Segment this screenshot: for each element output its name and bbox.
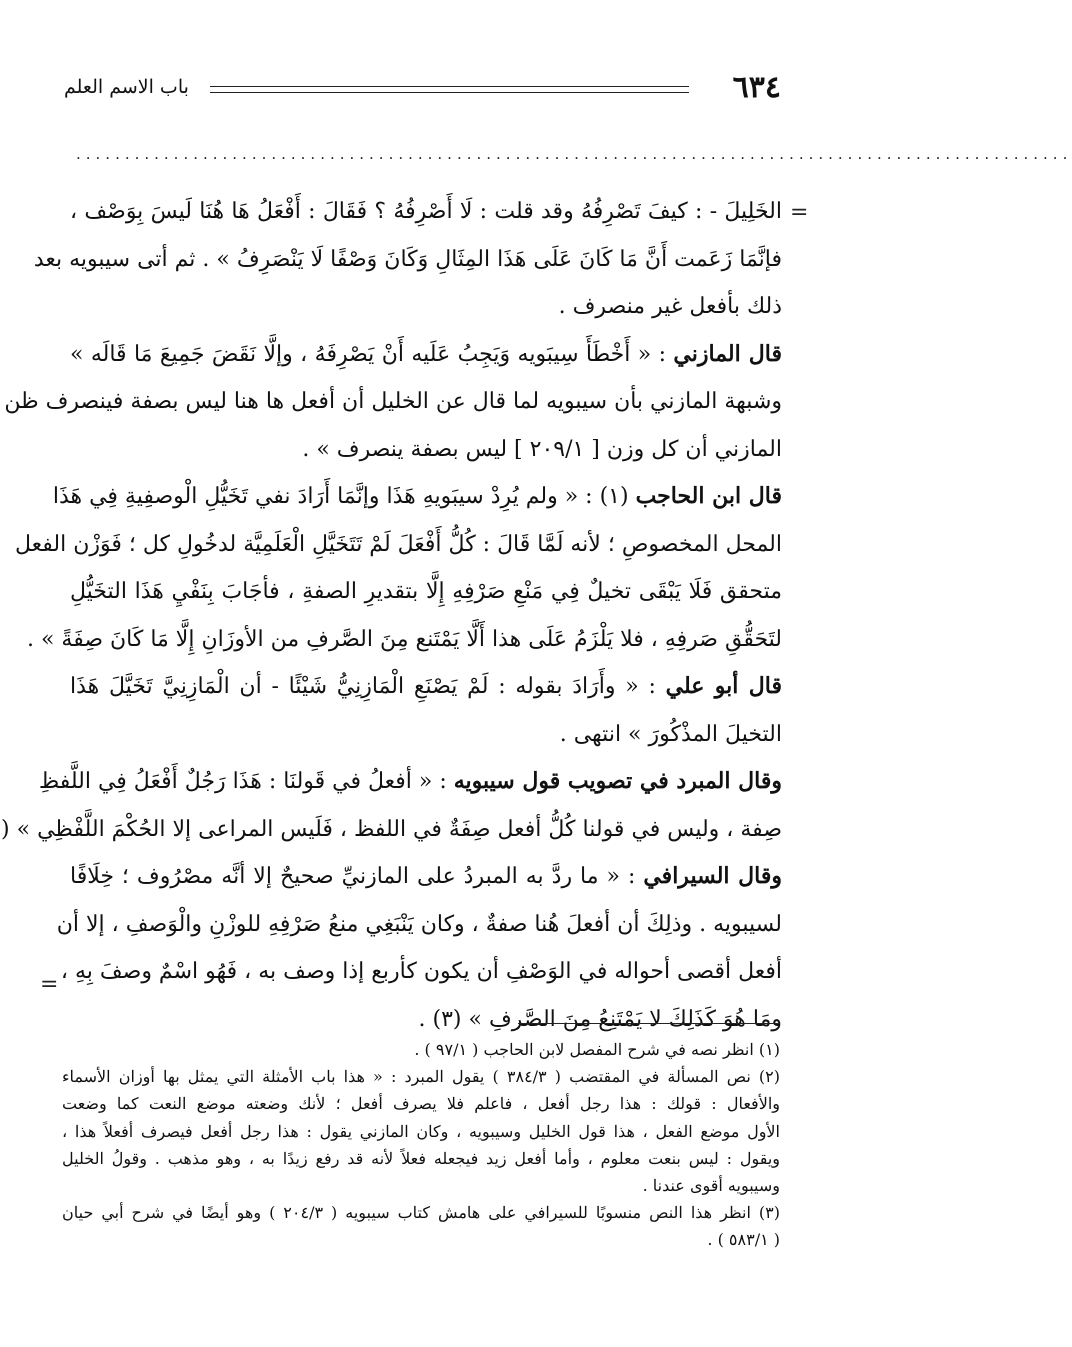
text-line: وقال السيرافي : « ما ردَّ به المبردُ على المازنيِّ صحيحٌ إلا أنَّه مصْرُوف ؛ خِلَافًا	[70, 863, 782, 889]
speaker-name: وقال السيرافي	[643, 863, 782, 889]
text-line: فإنَّمَا زَعَمت أَنَّ مَا كَانَ عَلَى هَذَا المِثَالِ وَكَانَ وَصْفًا لَا يَنْصَرِفُ » . ثم أتى سيبويه بعد	[33, 246, 782, 272]
text-line: المحل المخصوصِ ؛ لأنه لَمَّا قَالَ : كُلُّ أَفْعَلَ لَمْ تَتَخَيَّلِ الْعَلَمِيَّة لدخُولِ كل ؛ فَوَزْن الفعل	[15, 531, 782, 557]
chapter-title: باب الاسم العلم	[64, 76, 189, 98]
text-line: قال أبو علي : « وأَرَادَ بقوله : لَمْ يَصْنَعِ الْمَازِنِيُّ شَيْئًا - أن الْمَازِنِيَّ تَخَيَّلَ هَذَا	[70, 673, 782, 699]
header-rule	[210, 86, 689, 87]
footnote-line: الأول موضع الفعل ، هذا قول الخليل وسيبويه ، وكان المازني يقول : هذا رجل أفعل فيصرف أفعلاً هذا ،	[62, 1121, 780, 1141]
footnote-line: (٢) نص المسألة في المقتضب ( ٣٨٤/٣ ) يقول المبرد : « هذا باب الأمثلة التي يمثل بها أوزان الأسماء	[62, 1067, 780, 1087]
footnote-line: والأفعال : قولك : هذا رجل أفعل ، فاعلم فلا يصرف أفعل ؛ لأنك وضعته موضع النعت كما وضعت	[62, 1094, 781, 1114]
footnote-separator	[518, 1023, 780, 1024]
text-line: وقال المبرد في تصويب قول سيبويه : « أفعلُ في قَولنَا : هَذَا رَجُلٌ أَفْعَلُ فِي اللَّفظِ	[38, 768, 782, 794]
footnote-line: (٣) انظر هذا النص منسوبًا للسيرافي على هامش كتاب سيبويه ( ٢٠٤/٣ ) وهو أيضًا في شرح أبي حيان	[62, 1203, 780, 1223]
page-number: ٦٣٤	[732, 70, 781, 105]
main-text	[1, 188, 782, 1043]
text-line: لتَحَقُّقِ صَرفِهِ ، فلا يَلْزَمُ عَلَى هذا أَلَّا يَمْتَنع مِنَ الصَّرفِ من الأوزَانِ إِلَّا مَا كَانَ صِفَةً » .	[26, 626, 782, 652]
text-line: أفعل أقصى أحواله في الوَصْفِ أن يكون كأربع إذا وصف به ، فَهُو اسْمٌ وصفَ بِهِ ،	[60, 959, 782, 984]
continuation-mark-top: =	[790, 200, 809, 225]
footnote-line: (١) انظر نصه في شرح المفصل لابن الحاجب ( ٩٧/١ ) .	[414, 1040, 780, 1059]
continuation-mark-bottom: =	[40, 972, 59, 997]
text-line: ذلك بأفعل غير منصرف .	[558, 294, 782, 319]
text-line: التخيلَ المذْكُورَ » انتهى .	[559, 721, 782, 747]
text-line: ومَا هُوَ كَذَلِكَ لا يَمْتَنِعُ مِنَ الصَّرفِ » (٣) .	[418, 1006, 782, 1032]
speaker-name: قال المازني	[673, 340, 782, 367]
text-line: الخَلِيلَ - : كيفَ تَصْرِفُهُ وقد قلت : لَا أَصْرِفُهُ ؟ فَقَالَ : أَفْعَلُ هَا هُنَا لَيسَ بِوَصْف ،	[70, 199, 782, 224]
header-rule-secondary	[210, 92, 689, 93]
speaker-name: قال أبو علي	[665, 673, 782, 699]
text-line: صِفة ، وليس في قولنا كُلُّ أفعل صِفَةٌ في اللفظ ، فَلَيس المراعى إلا الحُكْمَ اللَّفْظِي » (	[1, 816, 782, 842]
text-line: قال ابن الحاجب (١) : « ولم يُرِدْ سيبَويهِ هَذَا وإنَّمَا أَرَادَ نفي تَخَيُّلِ الْوصفِيةِ فِي هَذَا	[52, 483, 782, 509]
footnote-line: ( ٥٨٣/١ ) .	[707, 1230, 780, 1250]
speaker-name: وقال المبرد في تصويب قول سيبويه	[453, 768, 782, 794]
footnote-line: وسيبويه أقوى عندنا .	[642, 1175, 780, 1195]
text-line: قال المازني : « أَخْطَأَ سِيبَويه وَيَجِبُ عَلَيه أَنْ يَصْرِفَهُ ، وإلَّا نَقَضَ جَمِيعَ مَا قَالَه »	[70, 340, 782, 367]
footnote-line: ويقول : ليس بنعت معلوم ، وأما أفعل زيد فيجعله فعلاً لأنه قد رفع زيدًا به ، وهو مذهب . وقولُ الخليل	[62, 1148, 780, 1168]
speaker-name: قال ابن الحاجب	[635, 483, 782, 509]
text-line: وشبهة المازني بأن سيبويه لما قال عن الخليل أن أفعل ها هنا ليس بصفة فينصرف ظن	[4, 389, 782, 414]
text-line: لسيبويه . وذلِكَ أن أفعلَ هُنا صفةٌ ، وكان يَنْبَغِي منعُ صَرْفِهِ للوزْنِ والْوَصفِ ، إلا أن	[56, 911, 782, 937]
dotted-separator: ......................................................................................................	[76, 145, 1072, 163]
footnotes	[62, 1036, 780, 1254]
text-line: المازني أن كل وزن [ ٢٠٩/١ ] ليس بصفة ينصرف » .	[302, 436, 782, 462]
text-line: متحقق فَلَا يَبْقَى تخيلٌ فِي مَنْعِ صَرْفِهِ إِلَّا بتقديرِ الصفةِ ، فأجَابَ بِنَفْيِ هَذَا التخَيُّلِ	[70, 579, 782, 604]
